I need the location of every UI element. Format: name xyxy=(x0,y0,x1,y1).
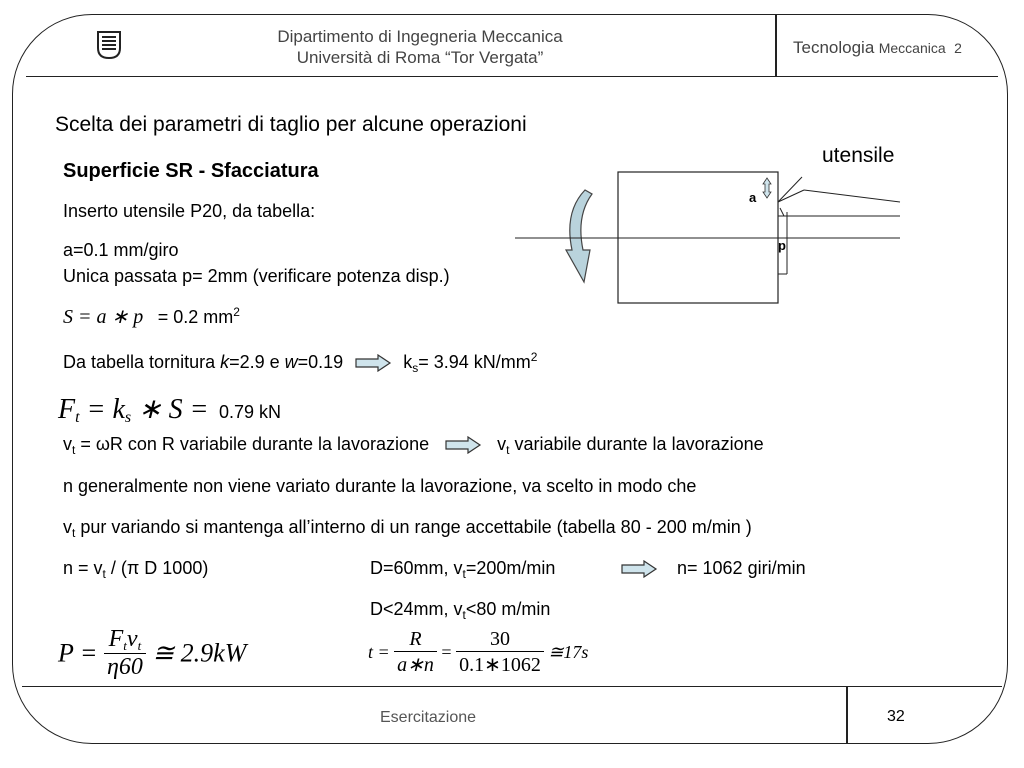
vt3-text: pur variando si mantenga all’interno di un range accettabile (tabella 80 - 200 m/min ) xyxy=(75,517,752,537)
ft-result: 0.79 kN xyxy=(218,402,281,422)
time-formula xyxy=(368,628,588,677)
n-line: n generalmente non viene variato durante la lavorazione, va scelto in modo che xyxy=(63,476,697,496)
header-dept-line1: Dipartimento di Ingegneria Meccanica xyxy=(277,27,563,46)
ks-value: = 3.94 kN/mm xyxy=(418,352,531,372)
p-lhs: P = xyxy=(58,638,98,668)
d2-sub: t xyxy=(462,608,466,622)
header-rule xyxy=(26,76,998,77)
w-symbol: w xyxy=(284,352,298,372)
d2-pre: D<24mm, v xyxy=(370,599,463,619)
t-den1: a∗n xyxy=(397,654,434,676)
vt-pre: v xyxy=(63,434,72,454)
k-symbol: k xyxy=(220,352,230,372)
t-rhs: ≅17s xyxy=(548,642,589,662)
t-fraction-1 xyxy=(394,628,437,677)
ft-formula xyxy=(58,394,208,425)
page-number: 32 xyxy=(887,708,905,725)
p-rhs: ≅ 2.9kW xyxy=(152,638,247,668)
ks-sup: 2 xyxy=(530,350,538,364)
vt2-text: variabile durante la lavorazione xyxy=(509,434,764,454)
d2-row xyxy=(370,599,550,620)
s-result-sup: 2 xyxy=(233,305,240,319)
vt3-pre: v xyxy=(63,517,72,537)
vt3-row xyxy=(63,517,752,538)
d1-row xyxy=(370,558,555,579)
p-num-t: t xyxy=(123,638,127,653)
t-eq: = xyxy=(441,642,452,662)
p-num-t2: t xyxy=(137,638,142,653)
s-formula-row xyxy=(63,304,240,329)
d1-sub: t xyxy=(462,567,466,581)
header-department xyxy=(230,26,610,68)
utensile-label: utensile xyxy=(822,144,895,167)
p-fraction xyxy=(104,626,146,681)
pass-line: Unica passata p= 2mm (verificare potenza disp.) xyxy=(63,266,450,286)
n-result: n= 1062 giri/min xyxy=(677,558,806,578)
rotation-arrow-icon xyxy=(566,190,592,282)
slide-title: Scelta dei parametri di taglio per alcune operazioni xyxy=(55,113,527,136)
d1-pre: D=60mm, v xyxy=(370,558,463,578)
s-formula: S = a ∗ p xyxy=(63,306,144,328)
n-formula-post: / (π D 1000) xyxy=(105,558,209,578)
s-result-text: = 0.2 mm xyxy=(157,307,234,327)
d2-post: <80 m/min xyxy=(465,599,551,619)
tool-shape xyxy=(778,177,900,216)
p-numerator xyxy=(104,626,146,654)
vt2-pre: v xyxy=(497,434,507,454)
vt-sub: t xyxy=(72,443,76,457)
facing-diagram xyxy=(512,150,912,310)
footer-rule xyxy=(22,686,1002,687)
label-a: a xyxy=(749,190,757,205)
p-num-v: v xyxy=(126,626,138,652)
vt-text: = ωR con R variabile durante la lavorazione xyxy=(75,434,430,454)
feed-line: a=0.1 mm/giro xyxy=(63,240,179,260)
implies-arrow-icon xyxy=(444,436,482,454)
table-row xyxy=(63,352,537,373)
ft-eq: = k xyxy=(79,394,125,425)
header-course xyxy=(793,38,962,58)
vt-row xyxy=(63,434,764,455)
ft-rest: ∗ S = xyxy=(131,394,209,425)
t-lhs: t = xyxy=(368,642,390,662)
label-p: p xyxy=(778,238,786,253)
implies-arrow-icon xyxy=(354,354,392,372)
n-formula-pre: n = v xyxy=(63,558,103,578)
ft-formula-row xyxy=(58,392,281,426)
vt3-sub: t xyxy=(72,526,76,540)
t-den2: 0.1∗1062 xyxy=(459,654,541,676)
s-result xyxy=(158,307,240,327)
ft-F: F xyxy=(58,394,76,425)
course-main: Tecnologia xyxy=(793,38,875,57)
logo-icon xyxy=(96,30,122,65)
n-formula-sub: t xyxy=(102,567,106,581)
vt2-sub: t xyxy=(506,443,510,457)
w-value: =0.19 xyxy=(297,352,344,372)
footer-divider xyxy=(846,686,848,744)
course-num: 2 xyxy=(954,40,962,56)
d1-post: =200m/min xyxy=(465,558,556,578)
ks-sub: s xyxy=(412,361,419,375)
table-pre: Da tabella tornitura xyxy=(63,352,221,372)
header-divider xyxy=(775,14,777,76)
power-formula xyxy=(58,626,246,681)
header-dept-line2: Università di Roma “Tor Vergata” xyxy=(296,48,544,67)
section-subtitle: Superficie SR - Sfacciatura xyxy=(63,160,319,182)
p-num-F: F xyxy=(108,626,124,652)
insert-line: Inserto utensile P20, da tabella: xyxy=(63,201,316,221)
ft-t: t xyxy=(75,409,80,426)
t-num1: R xyxy=(394,628,437,652)
t-fraction-2 xyxy=(456,628,544,677)
course-sub: Meccanica xyxy=(878,40,946,56)
ks-pre: k xyxy=(403,352,413,372)
feed-double-arrow-icon xyxy=(763,178,771,198)
p-denominator: η60 xyxy=(106,654,143,680)
implies-arrow-icon xyxy=(620,560,658,578)
n-formula-row xyxy=(63,558,208,579)
footer-label: Esercitazione xyxy=(380,709,477,726)
k-value: =2.9 e xyxy=(229,352,285,372)
ft-s: s xyxy=(124,409,132,426)
ks-result xyxy=(403,350,538,375)
t-num2: 30 xyxy=(456,628,544,652)
